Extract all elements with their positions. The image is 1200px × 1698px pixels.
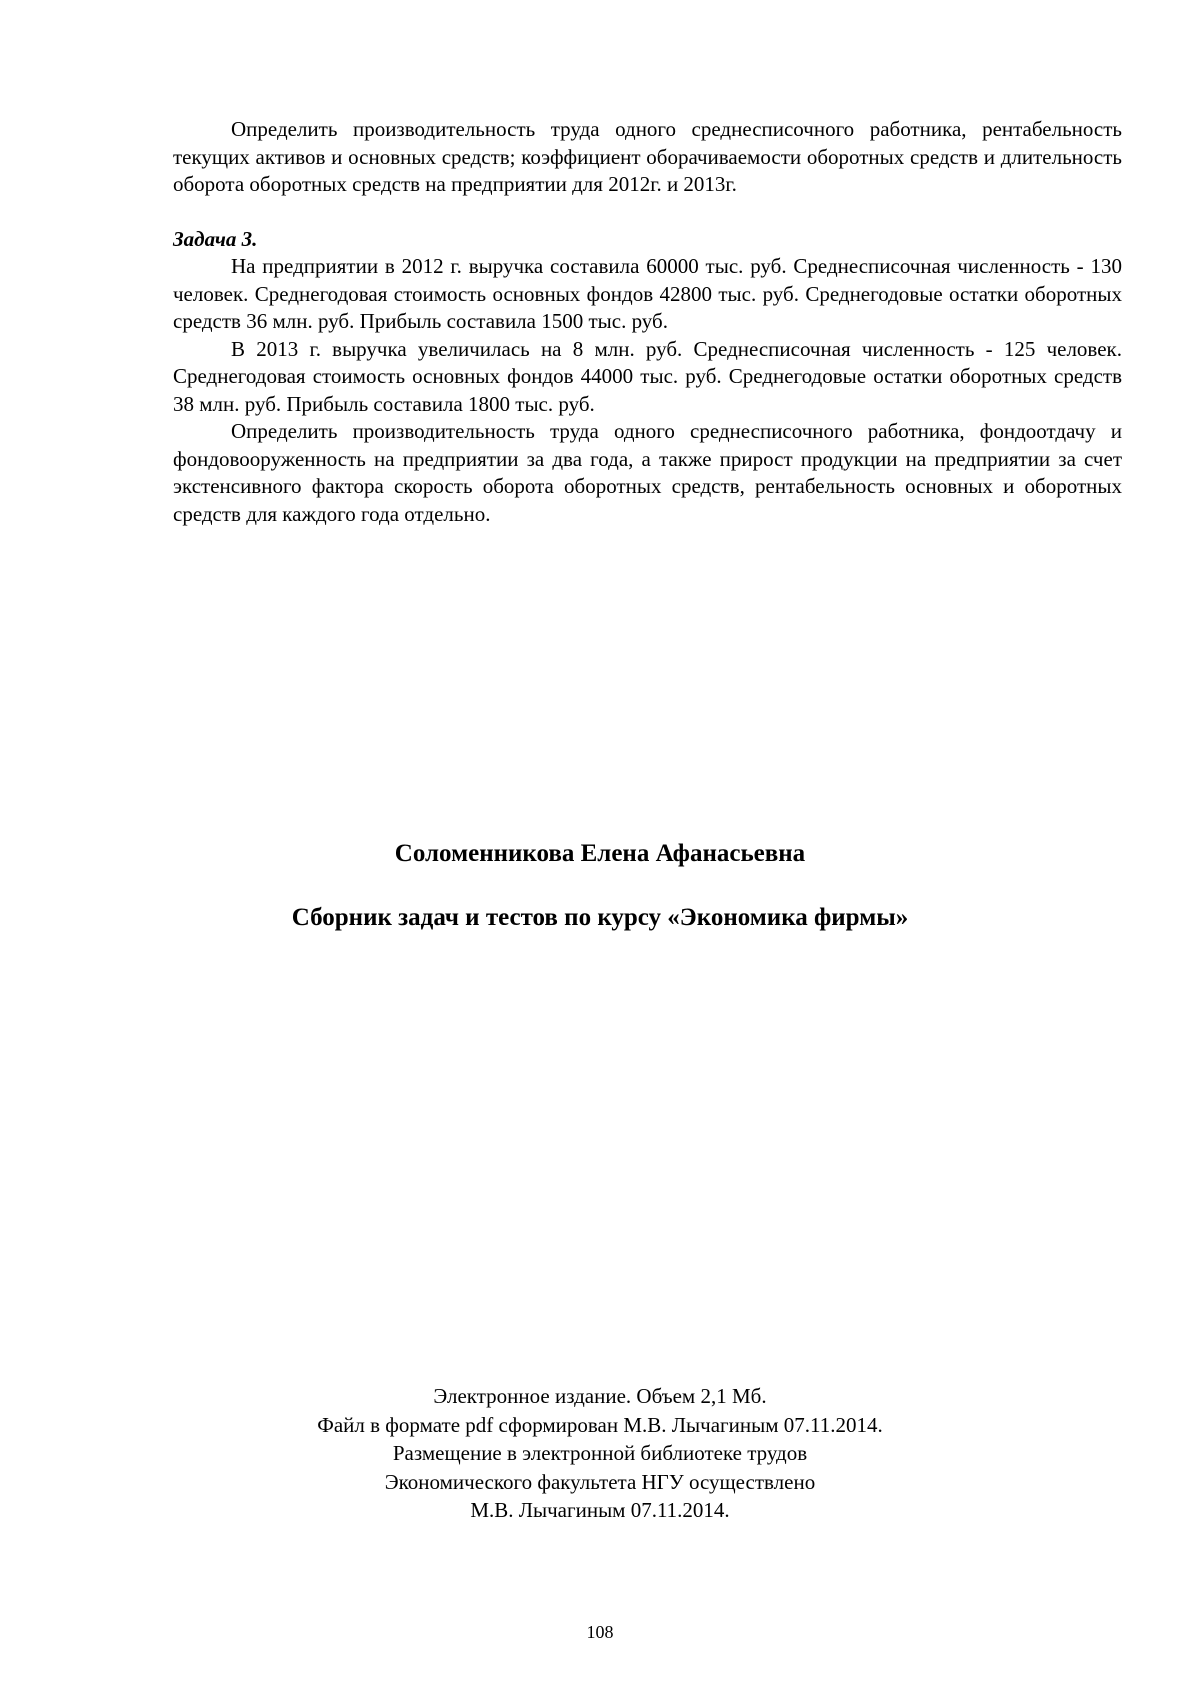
task-3-paragraph-2012: На предприятии в 2012 г. выручка составила 60000 тыс. руб. Среднесписочная численность - 130 человек. Среднегодовая стоимость основных фондов 42800 тыс. руб. Среднегодовые остатки оборотных средств 36 млн. руб. Прибыль составила 1500 тыс. руб. xyxy=(173,254,1122,333)
main-text-block xyxy=(173,116,1122,528)
intro-paragraph: Определить производительность труда одного среднесписочного работника, рентабельность текущих активов и основных средств; коэффициент оборачиваемости оборотных средств и длительность оборота оборотных средств на предприятии для 2012г. и 2013г. xyxy=(173,117,1122,196)
imprint-line-placement: Размещение в электронной библиотеке трудов xyxy=(392,1441,808,1465)
imprint-line-faculty: Экономического факультета НГУ осуществлено xyxy=(384,1469,816,1494)
imprint-line-file: Файл в формате pdf сформирован М.В. Лычагиным 07.11.2014. xyxy=(317,1412,883,1437)
task-3-question: Определить производительность труда одного среднесписочного работника, фондоотдачу и фондовооруженность на предприятии за два года, а также прирост продукции на предприятии за счет экстенсивного фактора скорость оборота оборотных средств, рентабельность основных и оборотных средств для каждого года отдельно. xyxy=(173,419,1122,526)
paragraph-spacer xyxy=(173,199,1122,226)
imprint-block xyxy=(0,1382,1200,1525)
book-title: Сборник задач и тестов по курсу «Экономика фирмы» xyxy=(291,904,909,931)
page-number: 108 xyxy=(586,1622,614,1642)
author-name: Соломенникова Елена Афанасьевна xyxy=(394,840,806,867)
imprint-line-by: М.В. Лычагиным 07.11.2014. xyxy=(470,1498,730,1522)
task-3-paragraph-2013: В 2013 г. выручка увеличилась на 8 млн. руб. Среднесписочная численность - 125 человек. Среднегодовая стоимость основных фондов 44000 тыс. руб. Среднегодовые остатки оборотных средств 38 млн. руб. Прибыль составила 1800 тыс. руб. xyxy=(173,336,1122,416)
imprint-line-edition: Электронное издание. Объем 2,1 Мб. xyxy=(433,1384,767,1408)
task-3-title: Задача 3. xyxy=(173,226,258,251)
